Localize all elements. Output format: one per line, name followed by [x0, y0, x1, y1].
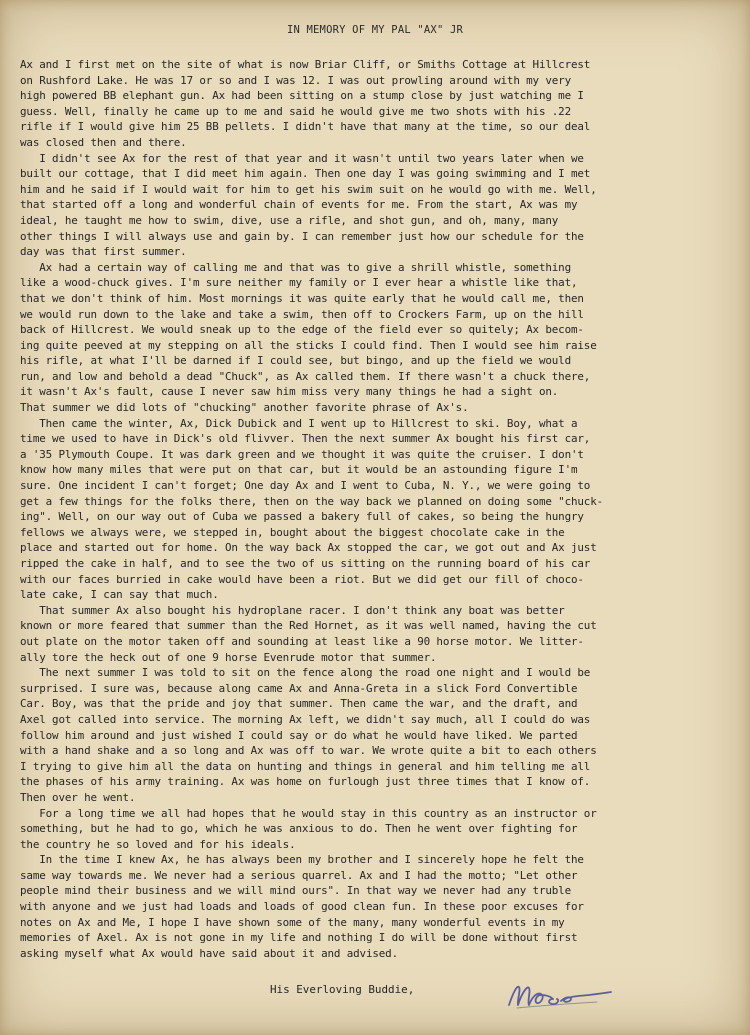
letter-line: it wasn't Ax's fault, cause I never saw him miss very many things he had a sight on.	[20, 385, 559, 399]
letter-line: with our faces burried in cake would have been a riot. But we did get our fill of choco-	[20, 572, 584, 586]
signature-graphic	[505, 975, 615, 1015]
letter-line: know how many miles that were put on that car, but it would be an astounding figure I'm	[20, 463, 578, 477]
letter-line: In the time I knew Ax, he has always been my brother and I sincerely hope he felt the	[20, 853, 584, 867]
letter-line: same way towards me. We never had a serious quarrel. Ax and I had the motto; "Let other	[20, 868, 578, 882]
letter-line: people mind their business and we will mind ours". In that way we never had any truble	[20, 884, 571, 898]
letter-line: on Rushford Lake. He was 17 or so and I was 12. I was out prowling around with my very	[20, 73, 571, 87]
letter-line: ideal, he taught me how to swim, dive, use a rifle, and shot gun, and oh, many, many	[20, 213, 559, 227]
letter-line: ripped the cake in half, and to see the two of us sitting on the running board of his car	[20, 557, 591, 570]
letter-line: known or more feared that summer than the Red Hornet, as it was well named, having the cut	[20, 619, 597, 633]
letter-line: Then over he went.	[20, 790, 136, 804]
letter-line: surprised. I sure was, because along came Ax and Anna-Greta in a slick Ford Convertible	[20, 681, 578, 695]
letter-line: like a wood-chuck gives. I'm sure neither my family or I ever hear a whistle like that,	[20, 276, 578, 290]
letter-line: memories of Axel. Ax is not gone in my life and nothing I do will be done without first	[20, 931, 578, 945]
letter-line: something, but he had to go, which he was anxious to do. Then he went over fighting for	[20, 822, 578, 836]
letter-title: IN MEMORY OF MY PAL "AX" JR	[286, 24, 464, 36]
letter-line: that we don't think of him. Most mornings it was quite early that he would call me, then	[20, 291, 584, 305]
letter-line: rifle if I would give him 25 BB pellets. I didn't have that many at the time, so our deal	[20, 120, 591, 134]
letter-line: other things I will always use and gain by. I can remember just how our schedule for the	[20, 229, 584, 243]
letter-line: time we used to have in Dick's old flivver. Then the next summer Ax bought his first car,	[20, 432, 591, 446]
letter-line: run, and low and behold a dead "Chuck", as Ax called them. If there wasn't a chuck there,	[20, 369, 591, 383]
letter-line: For a long time we all had hopes that he would stay in this country as an instructor or	[20, 806, 597, 820]
letter-line: fellows we always were, we stepped in, bought about the biggest chocolate cake in the	[20, 525, 565, 539]
letter-line: follow him around and just wished I could say or do what he would have liked. We parted	[20, 728, 578, 742]
letter-line: Car. Boy, was that the pride and joy that summer. Then came the war, and the draft, and	[20, 697, 578, 711]
letter-line: with a hand shake and a so long and Ax was off to war. We wrote quite a bit to each others	[20, 744, 597, 758]
letter-line: was closed then and there.	[20, 135, 187, 149]
letter-line: his rifle, at what I'll be darned if I could see, but bingo, and up the field we would	[20, 354, 571, 368]
letter-line: get a few things for the folks there, then on the way back we planned on doing some "chuck-	[20, 494, 604, 508]
handwritten-signature	[505, 975, 615, 1015]
letter-line: the country he so loved and for his ideals.	[20, 837, 296, 851]
letter-line: The next summer I was told to sit on the fence along the road one night and I would be	[20, 666, 591, 680]
letter-line: him and he said if I would wait for him to get his swim suit on he would go with me. Well,	[20, 182, 597, 196]
letter-line: That summer we did lots of "chucking" another favorite phrase of Ax's.	[20, 401, 469, 415]
letter-line: Then came the winter, Ax, Dick Dubick and I went up to Hillcrest to ski. Boy, what a	[20, 416, 578, 430]
letter-line: I didn't see Ax for the rest of that year and it wasn't until two years later when we	[20, 151, 584, 165]
letter-line: back of Hillcrest. We would sneak up to the edge of the field ever so quitely; Ax becom-	[20, 323, 584, 337]
letter-line: day was that first summer.	[20, 245, 187, 259]
letter-line: place and started out for home. On the way back Ax stopped the car, we got out and Ax just	[20, 541, 597, 555]
letter-line: we would run down to the lake and take a swim, then off to Crockers Farm, up on the hill	[20, 307, 584, 321]
letter-line: asking myself what Ax would have said about it and advised.	[20, 946, 398, 960]
letter-line: ally tore the heck out of one 9 horse Evenrude motor that summer.	[20, 650, 437, 664]
letter-line: out plate on the motor taken off and sounding at least like a 90 horse motor. We litter-	[20, 634, 584, 648]
letter-line: ing". Well, on our way out of Cuba we passed a bakery full of cakes, so being the hungry	[20, 510, 584, 524]
letter-line: late cake, I can say that much.	[20, 588, 219, 602]
letter-body	[20, 57, 728, 961]
letter-line: high powered BB elephant gun. Ax had been sitting on a stump close by just watching me I	[20, 89, 584, 103]
letter-line: with anyone and we just had loads and loads of good clean fun. In these poor excuses for	[20, 900, 584, 914]
letter-line: Axel got called into service. The morning Ax left, we didn't say much, all I could do was	[20, 712, 591, 726]
letter-line: guess. Well, finally he came up to me and said he would give me two shots with his .22	[20, 104, 571, 118]
letter-line: That summer Ax also bought his hydroplane racer. I don't think any boat was better	[20, 603, 565, 617]
letter-line: ing quite peeved at my stepping on all the sticks I could find. Then I would see him raise	[20, 338, 597, 352]
letter-line: the phases of his army training. Ax was home on furlough just three times that I know of.	[20, 775, 591, 789]
letter-line: Ax and I first met on the site of what is now Briar Cliff, or Smiths Cottage at Hillcrest	[20, 58, 591, 71]
letter-line: Ax had a certain way of calling me and that was to give a shrill whistle, something	[20, 260, 571, 274]
letter-line: notes on Ax and Me, I hope I have shown some of the many, many wonderful events in my	[20, 915, 565, 929]
letter-closing: His Everloving Buddie,	[270, 983, 415, 996]
letter-line: built our cottage, that I did meet him again. Then one day I was going swimming and I met	[20, 167, 591, 181]
letter-line: a '35 Plymouth Coupe. It was dark green and we thought it was quite the cruiser. I don't	[20, 447, 584, 461]
letter-line: that started off a long and wonderful chain of events for me. From the start, Ax was my	[20, 198, 578, 212]
letter-line: sure. One incident I can't forget; One day Ax and I went to Cuba, N. Y., we were going to	[20, 479, 591, 493]
letter-line: I trying to give him all the data on hunting and things in general and him telling me all	[20, 759, 591, 773]
